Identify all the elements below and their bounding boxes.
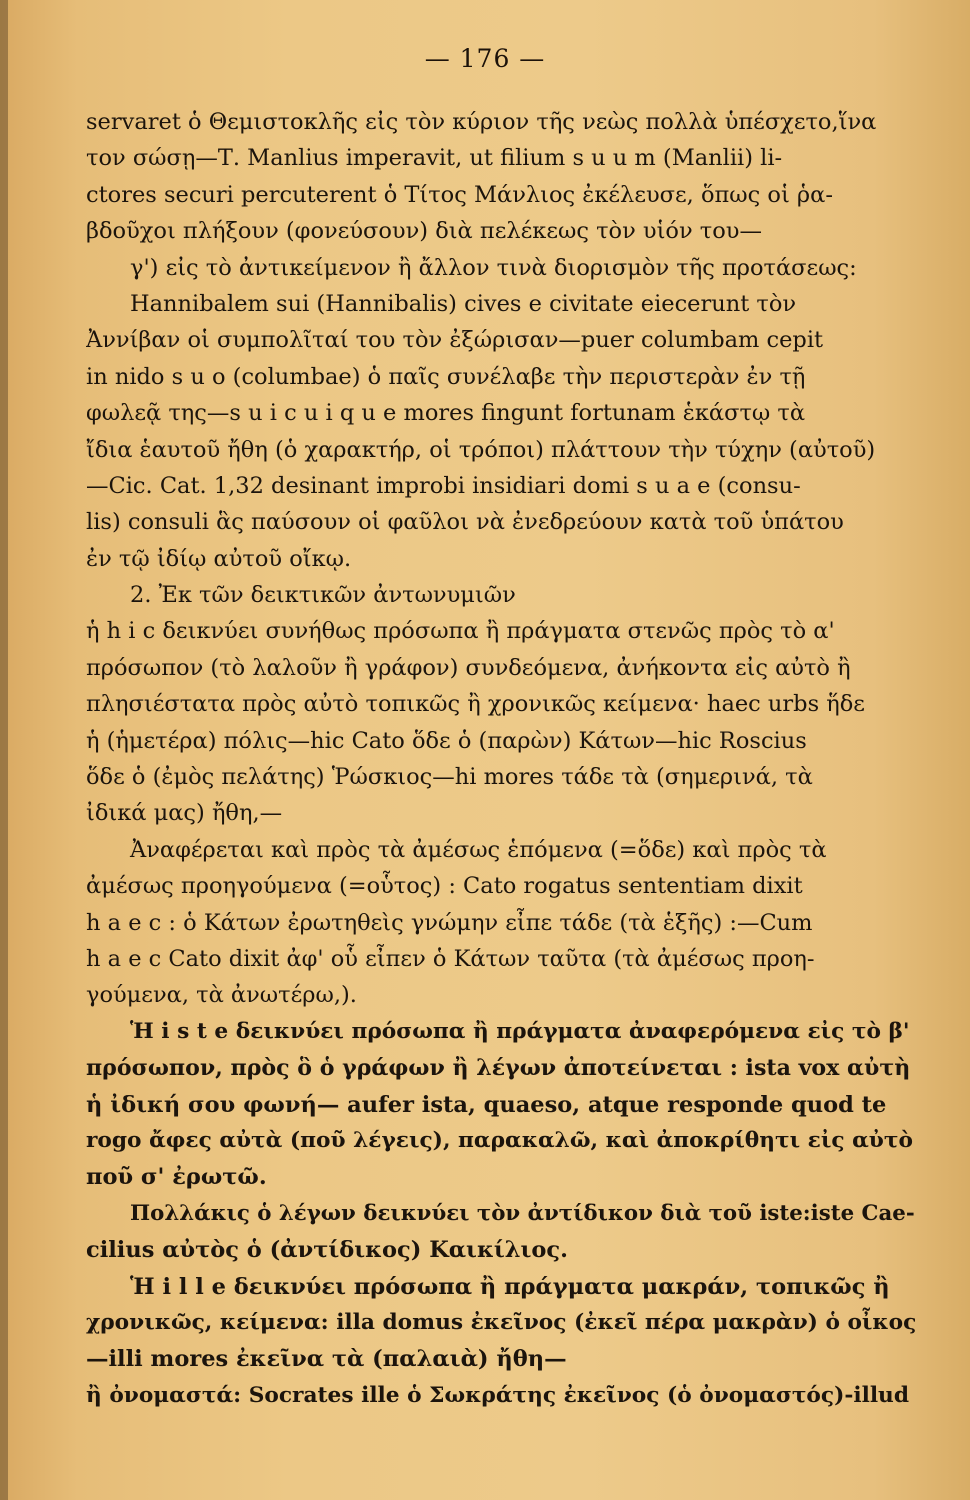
text-line: —illi mores ἐκεῖνα τὰ (παλαιὰ) ἤθη— <box>86 1346 567 1373</box>
text-line: Ἀναφέρεται καὶ πρὸς τὰ ἀμέσως ἑπόμενα (=ὅδε) καὶ πρὸς τὰ <box>130 836 827 863</box>
text-line: lis) consuli ἃς παύσουν οἱ φαῦλοι νὰ ἐνεδρεύουν κατὰ τοῦ ὑπάτου <box>86 509 844 536</box>
text-line: ποῦ σ' ἐρωτῶ. <box>86 1164 267 1191</box>
text-line: Ἡ i s t e δεικνύει πρόσωπα ἢ πράγματα ἀναφερόμενα εἰς τὸ β' <box>130 1018 910 1044</box>
text-line: χρονικῶς, κείμενα: illa domus ἐκεῖνος (ἐκεῖ πέρα μακρὰν) ὁ οἶκος <box>86 1309 917 1335</box>
text-line: ἰδικά μας) ἤθη,— <box>86 800 283 827</box>
text-line: servaret ὁ Θεμιστοκλῆς εἰς τὸν κύριον τῆς νεὼς πολλὰ ὑπέσχετο,ἵνα <box>86 109 877 135</box>
text-line: ἀμέσως προηγούμενα (=οὗτος) : Cato rogatus sententiam dixit <box>86 873 803 900</box>
page-left-edge <box>0 0 8 1500</box>
text-line: φωλεᾷ της—s u i c u i q u e mores fingunt fortunam ἑκάστῳ τὰ <box>86 400 806 427</box>
body-text <box>86 104 920 1414</box>
text-line: ἢ ὀνομαστά: Socrates ille ὁ Σωκράτης ἐκεῖνος (ὁ ὀνομαστός)-illud <box>86 1382 909 1408</box>
text-line: Πολλάκις ὁ λέγων δεικνύει τὸν ἀντίδικον διὰ τοῦ iste:iste Cae- <box>130 1200 915 1226</box>
text-line: ἐν τῷ ἰδίῳ αὐτοῦ οἴκῳ. <box>86 545 352 572</box>
text-line: ἡ (ἡμετέρα) πόλις—hic Cato ὅδε ὁ (παρὼν) Κάτων—hic Roscius <box>86 727 807 754</box>
page-number: — 176 — <box>424 44 546 73</box>
text-line: τον σώσῃ—Τ. Manlius imperavit, ut filium s u u m (Manlii) li- <box>86 145 783 172</box>
text-line: Ἀννίβαν οἱ συμπολῖταί του τὸν ἐξώρισαν—puer columbam cepit <box>86 327 824 354</box>
text-line: in nido s u o (columbae) ὁ παῖς συνέλαβε τὴν περιστερὰν ἐν τῇ <box>86 363 806 390</box>
text-line: γ') εἰς τὸ ἀντικείμενον ἢ ἄλλον τινὰ διορισμὸν τῆς προτάσεως: <box>130 254 857 281</box>
text-line: cilius αὐτὸς ὁ (ἀντίδικος) Καικίλιος. <box>86 1237 568 1264</box>
text-line: Hannibalem sui (Hannibalis) cives e civitate eiecerunt τὸν <box>130 290 797 317</box>
text-line: βδοῦχοι πλήξουν (φονεύσουν) διὰ πελέκεως τὸν υἱόν του— <box>86 218 762 245</box>
text-line: Ἡ i l l e δεικνύει πρόσωπα ἢ πράγματα μακράν, τοπικῶς ἢ <box>130 1273 890 1300</box>
text-line: πλησιέστατα πρὸς αὐτὸ τοπικῶς ἢ χρονικῶς κείμενα· haec urbs ἥδε <box>86 691 865 718</box>
text-line: πρόσωπον (τὸ λαλοῦν ἢ γράφον) συνδεόμενα, ἀνήκοντα εἰς αὐτὸ ἢ <box>86 654 851 681</box>
text-line: rogo ἄφες αὐτὰ (ποῦ λέγεις), παρακαλῶ, καὶ ἀποκρίθητι εἰς αὐτὸ <box>86 1127 913 1153</box>
text-line: h a e c Cato dixit ἀφ' οὗ εἶπεν ὁ Κάτων ταῦτα (τὰ ἀμέσως προη- <box>86 945 815 972</box>
text-line: ὅδε ὁ (ἐμὸς πελάτης) Ῥώσκιος—hi mores τάδε τὰ (σημερινά, τὰ <box>86 764 813 791</box>
text-line: 2. Ἐκ τῶν δεικτικῶν ἀντωνυμιῶν <box>130 582 516 609</box>
text-line: h a e c : ὁ Κάτων ἐρωτηθεὶς γνώμην εἶπε τάδε (τὰ ἑξῆς) :—Cum <box>86 909 813 936</box>
text-line: —Cic. Cat. 1,32 desinant improbi insidiari domi s u a e (consu- <box>86 472 801 499</box>
text-line: ἡ h i c δεικνύει συνήθως πρόσωπα ἢ πράγματα στενῶς πρὸς τὸ α' <box>86 618 835 645</box>
text-line: γούμενα, τὰ ἀνωτέρω,). <box>86 982 357 1009</box>
text-line: ἴδια ἑαυτοῦ ἤθη (ὁ χαρακτήρ, οἱ τρόποι) πλάττουν τὴν τύχην (αὐτοῦ) <box>86 436 876 463</box>
text-line: πρόσωπον, πρὸς ὃ ὁ γράφων ἢ λέγων ἀποτείνεται : ista vox αὐτὴ <box>86 1055 911 1082</box>
text-line: ctores securi percuterent ὁ Τίτος Μάνλιος ἐκέλευσε, ὅπως οἱ ῥα- <box>86 181 833 208</box>
text-line: ἡ ἰδική σου φωνή— aufer ista, quaeso, atque responde quod te <box>86 1091 887 1118</box>
